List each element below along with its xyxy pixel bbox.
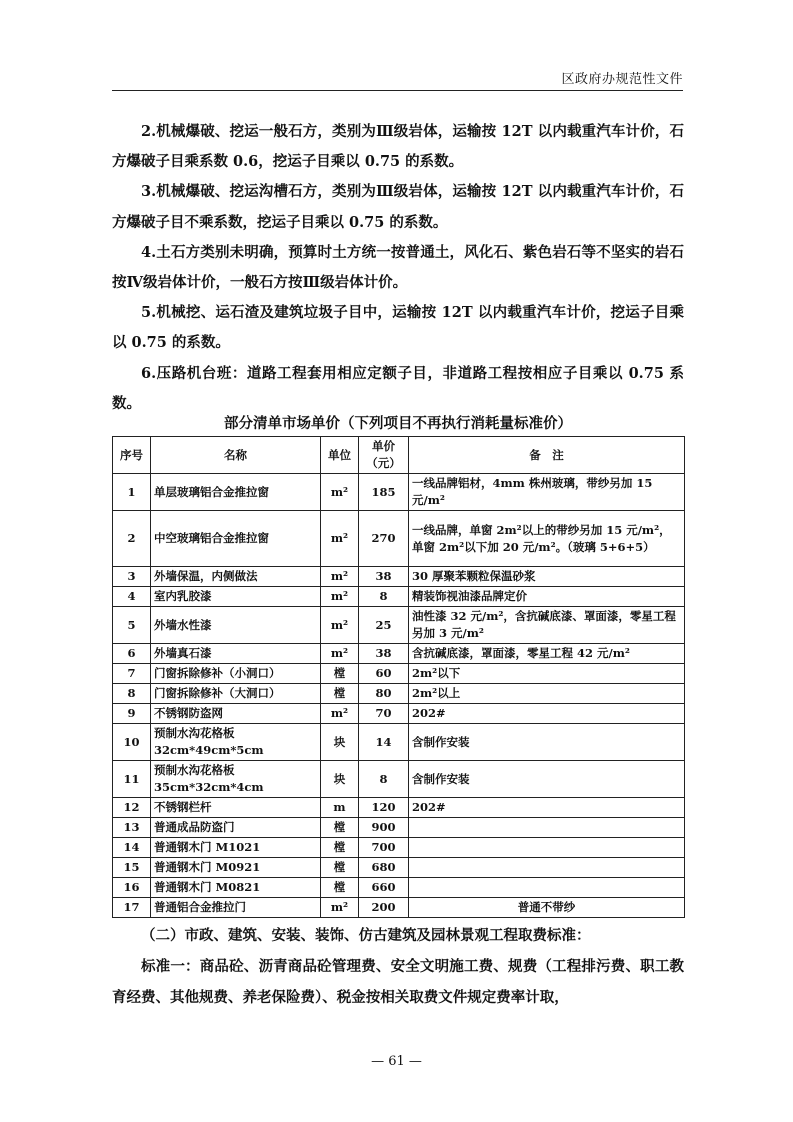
cell-name: 外墙水性漆: [151, 607, 321, 644]
table-row: [113, 818, 685, 838]
cell-unit: 樘: [321, 838, 359, 858]
table-title: 部分清单市场单价（下列项目不再执行消耗量标准价）: [224, 416, 572, 432]
cell-unit: 块: [321, 761, 359, 798]
cell-remark: 一线品牌铝材，4mm 株州玻璃，带纱另加 15 元/m²: [409, 474, 685, 511]
cell-no: 17: [113, 898, 151, 918]
header-no: 序号: [113, 437, 151, 474]
cell-no: 6: [113, 644, 151, 664]
table-row: [113, 474, 685, 511]
cell-no: 5: [113, 607, 151, 644]
cell-price: 8: [359, 587, 409, 607]
table-row: [113, 664, 685, 684]
cell-name: 预制水沟花格板 32cm*49cm*5cm: [151, 724, 321, 761]
cell-price: 900: [359, 818, 409, 838]
header-name: 名称: [151, 437, 321, 474]
cell-remark: 一线品牌，单窗 2m²以上的带纱另加 15 元/m²，单窗 2m²以下加 20 元/m²。（玻璃 5+6+5）: [409, 511, 685, 567]
cell-unit: m²: [321, 644, 359, 664]
paragraph: 2.机械爆破、挖运一般石方，类别为Ⅲ级岩体，运输按 12T 以内载重汽车计价，石方爆破子目乘系数 0.6，挖运子目乘以 0.75 的系数。: [112, 123, 684, 171]
table-row: [113, 704, 685, 724]
paragraph: （二）市政、建筑、安装、装饰、仿古建筑及园林景观工程取费标准：: [141, 927, 591, 944]
header-unit: 单位: [321, 437, 359, 474]
cell-no: 11: [113, 761, 151, 798]
cell-no: 3: [113, 567, 151, 587]
cell-unit: m²: [321, 898, 359, 918]
table-header-row: [113, 437, 685, 474]
cell-unit: 樘: [321, 878, 359, 898]
cell-unit: m²: [321, 704, 359, 724]
page-number: — 61 —: [371, 1054, 422, 1069]
cell-unit: m²: [321, 607, 359, 644]
cell-remark: [409, 878, 685, 898]
page-header: [112, 68, 683, 91]
table-row: [113, 511, 685, 567]
table-row: [113, 607, 685, 644]
cell-no: 12: [113, 798, 151, 818]
cell-unit: m²: [321, 587, 359, 607]
cell-remark: 30 厚聚苯颗粒保温砂浆: [409, 567, 685, 587]
cell-name: 预制水沟花格板 35cm*32cm*4cm: [151, 761, 321, 798]
header-price: 单价（元）: [359, 437, 409, 474]
table-row: [113, 761, 685, 798]
cell-remark: 2m²以上: [409, 684, 685, 704]
cell-no: 15: [113, 858, 151, 878]
cell-remark: 202#: [409, 798, 685, 818]
header-remark: 备 注: [409, 437, 685, 474]
cell-price: 185: [359, 474, 409, 511]
cell-price: 38: [359, 644, 409, 664]
cell-price: 680: [359, 858, 409, 878]
cell-price: 270: [359, 511, 409, 567]
cell-unit: 樘: [321, 818, 359, 838]
cell-name: 室内乳胶漆: [151, 587, 321, 607]
cell-price: 8: [359, 761, 409, 798]
cell-price: 14: [359, 724, 409, 761]
cell-name: 不锈钢防盗网: [151, 704, 321, 724]
cell-remark: [409, 858, 685, 878]
cell-unit: 块: [321, 724, 359, 761]
cell-unit: 樘: [321, 684, 359, 704]
table-row: [113, 858, 685, 878]
cell-remark: [409, 818, 685, 838]
cell-remark: 油性漆 32 元/m²，含抗碱底漆、罩面漆，零星工程另加 3 元/m²: [409, 607, 685, 644]
cell-price: 25: [359, 607, 409, 644]
cell-price: 38: [359, 567, 409, 587]
cell-name: 门窗拆除修补（小洞口）: [151, 664, 321, 684]
cell-remark: [409, 838, 685, 858]
cell-no: 13: [113, 818, 151, 838]
cell-unit: 樘: [321, 664, 359, 684]
cell-no: 10: [113, 724, 151, 761]
cell-no: 14: [113, 838, 151, 858]
cell-name: 普通钢木门 M1021: [151, 838, 321, 858]
paragraph: 4.土石方类别未明确，预算时土方统一按普通土，风化石、紫色岩石等不坚实的岩石按Ⅳ级岩体计价，一般石方按Ⅲ级岩体计价。: [112, 243, 684, 292]
table-row: [113, 567, 685, 587]
cell-remark: 2m²以下: [409, 664, 685, 684]
table-row: [113, 644, 685, 664]
cell-no: 1: [113, 474, 151, 511]
cell-name: 普通成品防盗门: [151, 818, 321, 838]
cell-price: 200: [359, 898, 409, 918]
body-text: [112, 117, 684, 419]
table-row: [113, 684, 685, 704]
cell-no: 16: [113, 878, 151, 898]
table-row: [113, 798, 685, 818]
cell-no: 9: [113, 704, 151, 724]
table-row: [113, 724, 685, 761]
table-row: [113, 898, 685, 918]
cell-no: 2: [113, 511, 151, 567]
cell-unit: m²: [321, 567, 359, 587]
cell-no: 8: [113, 684, 151, 704]
cell-name: 单层玻璃铝合金推拉窗: [151, 474, 321, 511]
paragraph: 3.机械爆破、挖运沟槽石方，类别为Ⅲ级岩体，运输按 12T 以内载重汽车计价，石方爆破子目不乘系数，挖运子目乘以 0.75 的系数。: [112, 183, 684, 231]
paragraph: 5.机械挖、运石渣及建筑垃圾子目中，运输按 12T 以内载重汽车计价，挖运子目乘以 0.75 的系数。: [112, 304, 684, 352]
cell-no: 4: [113, 587, 151, 607]
cell-price: 120: [359, 798, 409, 818]
table-row: [113, 838, 685, 858]
cell-name: 中空玻璃铝合金推拉窗: [151, 511, 321, 567]
cell-unit: 樘: [321, 858, 359, 878]
cell-price: 70: [359, 704, 409, 724]
cell-remark: 含制作安装: [409, 724, 685, 761]
cell-name: 普通钢木门 M0921: [151, 858, 321, 878]
cell-name: 普通铝合金推拉门: [151, 898, 321, 918]
cell-no: 7: [113, 664, 151, 684]
cell-remark: 含抗碱底漆，罩面漆，零星工程 42 元/m²: [409, 644, 685, 664]
header-title: 区政府办规范性文件: [561, 72, 683, 87]
cell-price: 80: [359, 684, 409, 704]
cell-name: 外墙真石漆: [151, 644, 321, 664]
cell-unit: m: [321, 798, 359, 818]
paragraph: 标准一：商品砼、沥青商品砼管理费、安全文明施工费、规费（工程排污费、职工教育经费、其他规费、养老保险费）、税金按相关取费文件规定费率计取，: [112, 958, 684, 1006]
cell-unit: m²: [321, 474, 359, 511]
cell-name: 普通钢木门 M0821: [151, 878, 321, 898]
cell-remark: 含制作安装: [409, 761, 685, 798]
cell-name: 门窗拆除修补（大洞口）: [151, 684, 321, 704]
cell-price: 660: [359, 878, 409, 898]
paragraph: 6.压路机台班：道路工程套用相应定额子目，非道路工程按相应子目乘以 0.75 系数。: [112, 364, 684, 412]
cell-name: 外墙保温，内侧做法: [151, 567, 321, 587]
table-row: [113, 878, 685, 898]
closing-text: [112, 920, 684, 1013]
table-row: [113, 587, 685, 607]
price-table: [112, 436, 685, 918]
cell-remark: 202#: [409, 704, 685, 724]
cell-unit: m²: [321, 511, 359, 567]
cell-price: 700: [359, 838, 409, 858]
cell-name: 不锈钢栏杆: [151, 798, 321, 818]
cell-price: 60: [359, 664, 409, 684]
table-body: [113, 474, 685, 918]
cell-remark: 普通不带纱: [409, 898, 685, 918]
cell-remark: 精装饰视油漆品牌定价: [409, 587, 685, 607]
